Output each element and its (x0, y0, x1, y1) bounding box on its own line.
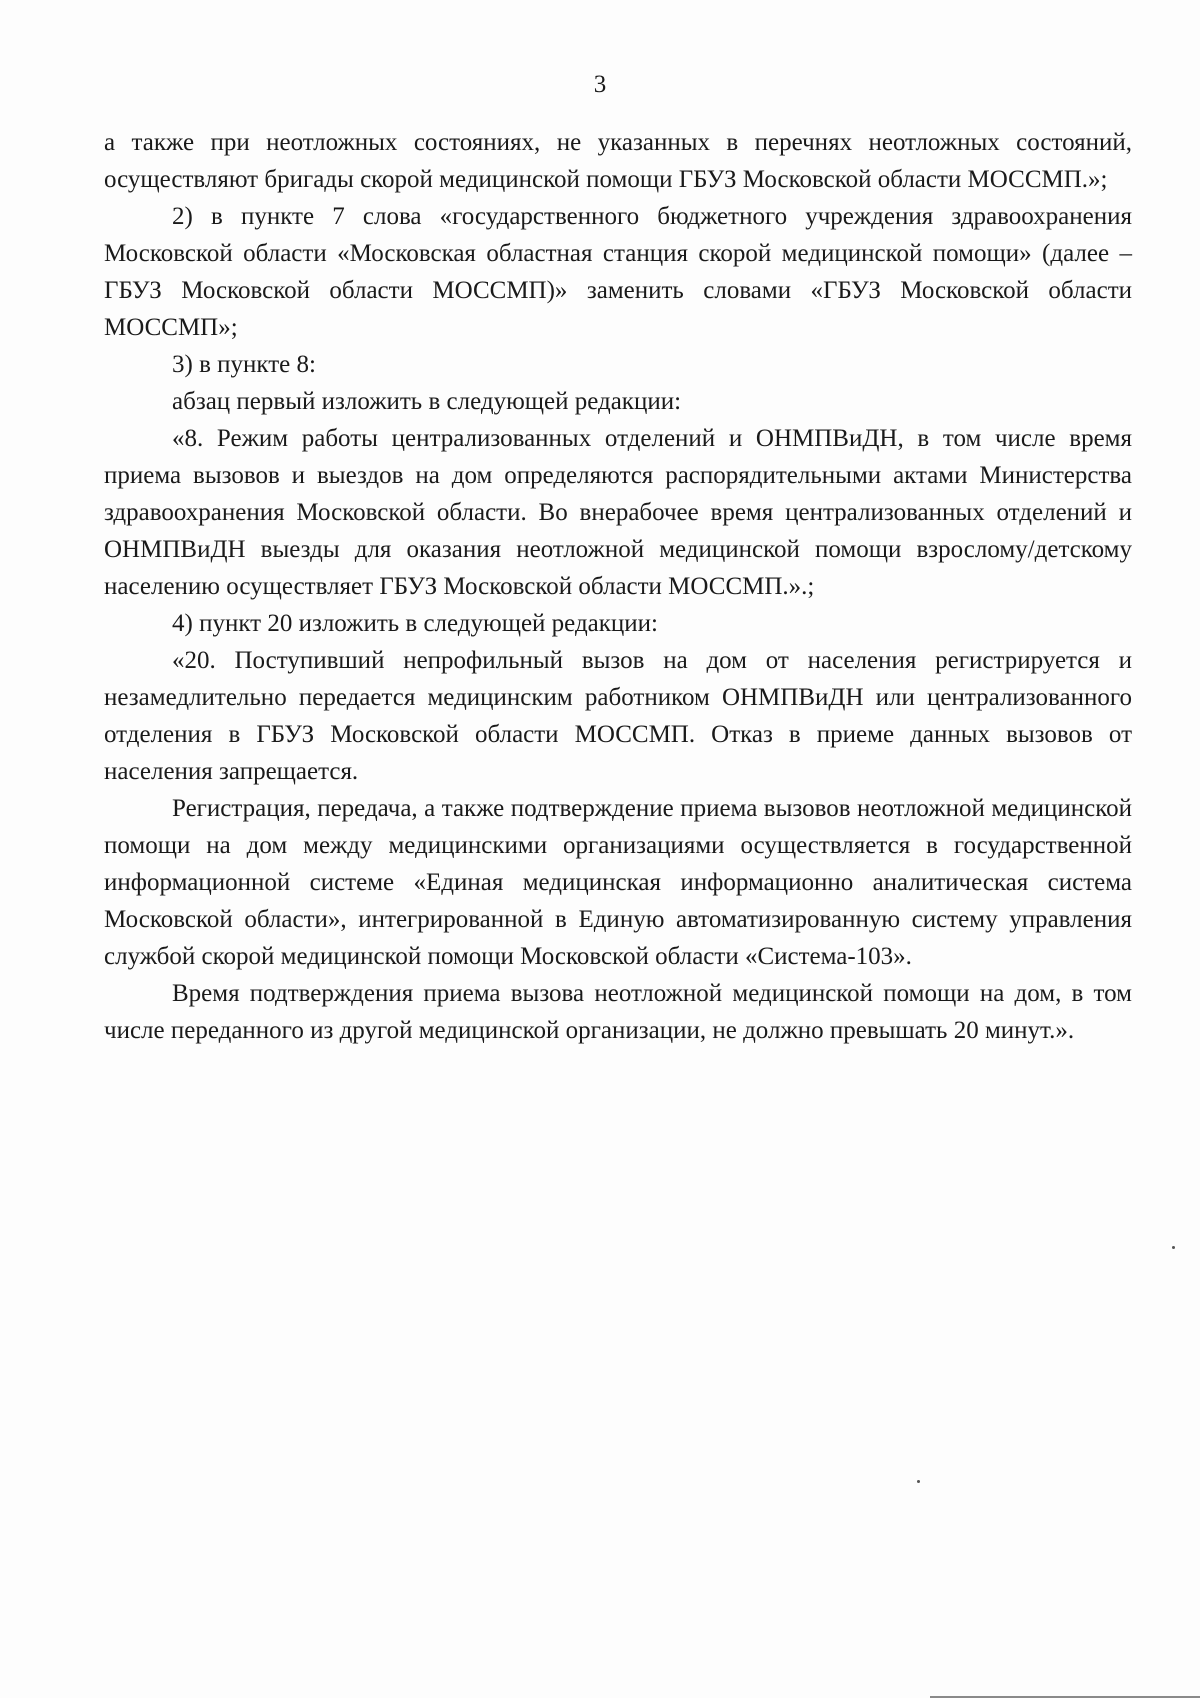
paragraph-first-abzac: абзац первый изложить в следующей редакции: (172, 388, 682, 415)
page-number: 3 (593, 71, 607, 98)
document-body (104, 124, 1132, 1049)
paragraph-continuation: а также при неотложных состояниях, не указанных в перечнях неотложных состояний, осуществляют бригады скорой медицинской помощи ГБУЗ Московской области МОССМП.»; (104, 129, 1132, 193)
paragraph-item-3: 3) в пункте 8: (172, 351, 316, 378)
paragraph-point-8: «8. Режим работы централизованных отделений и ОНМПВиДН, в том числе время приема вызовов и выездов на дом определяются распорядительными актами Министерства здравоохранения Московской области. Во внерабочее время централизованных отделений и ОНМПВиДН выезды для оказания неотложной медицинской помощи взрослому/детскому населению осуществляет ГБУЗ Московской области МОССМП.».; (104, 425, 1132, 600)
paragraph-confirmation-time: Время подтверждения приема вызова неотложной медицинской помощи на дом, в том числе переданного из другой медицинской организации, не должно превышать 20 минут.». (104, 980, 1132, 1044)
scan-speck (917, 1480, 920, 1483)
paragraph-item-4: 4) пункт 20 изложить в следующей редакции: (172, 610, 658, 637)
scan-speck (1172, 1246, 1175, 1249)
paragraph-item-2: 2) в пункте 7 слова «государственного бюджетного учреждения здравоохранения Московской области «Московская областная станция скорой медицинской помощи» (далее – ГБУЗ Московской области МОССМП)» заменить словами «ГБУЗ Московской области МОССМП»; (104, 203, 1132, 341)
paragraph-point-20: «20. Поступивший непрофильный вызов на дом от населения регистрируется и незамедлительно передается медицинским работником ОНМПВиДН или централизованного отделения в ГБУЗ Московской области МОССМП. Отказ в приеме данных вызовов от населения запрещается. (104, 647, 1132, 785)
paragraph-registration: Регистрация, передача, а также подтверждение приема вызовов неотложной медицинской помощи на дом между медицинскими организациями осуществляется в государственной информационной системе «Единая медицинская информационно аналитическая система Московской области», интегрированной в Единую автоматизированную систему управления службой скорой медицинской помощи Московской области «Система-103». (104, 795, 1132, 970)
